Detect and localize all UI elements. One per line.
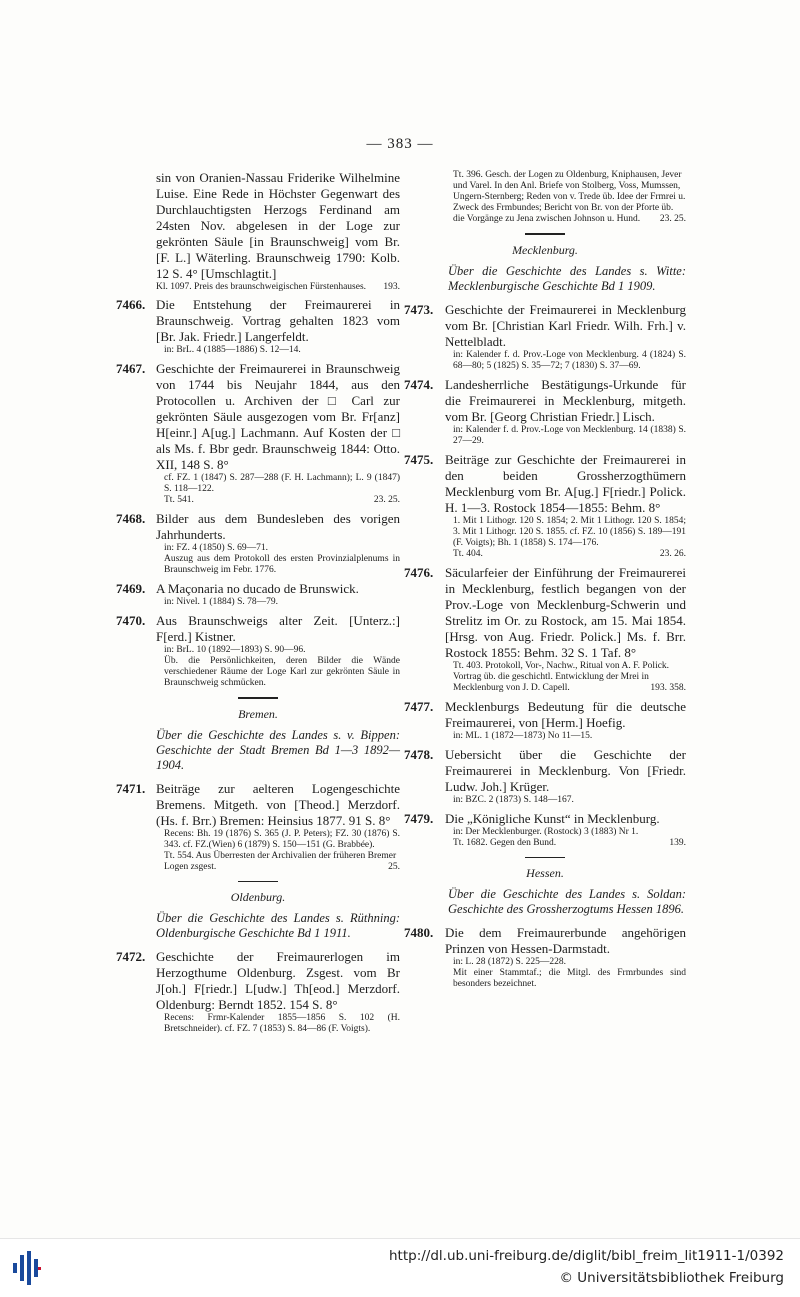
tt-ref: 193. 358.	[650, 682, 686, 693]
entry-note: Üb. die Persönlichkeiten, deren Bilder die Wände verschiedener Räume der Loge Karl zur gekrönten Säule in Braunschweig schmücken.	[164, 656, 400, 688]
entry-number: 7470.	[116, 613, 146, 628]
entry-text: Die „Königliche Kunst“ in Mecklenburg.	[445, 810, 660, 826]
entry-tt	[156, 851, 400, 873]
entry-number: 7473.	[404, 301, 434, 317]
entry-note: in: Kalender f. d. Prov.-Loge von Mecklenburg. 4 (1824) S. 68—80; 5 (1825) S. 35—72; 7 (1830) S. 37—69.	[453, 349, 686, 371]
right-column	[404, 170, 686, 995]
entry-number: 7475.	[404, 451, 434, 467]
entry-text: Uebersicht über die Geschichte der Freimaurerei in Mecklenburg. Von [Friedr. Ludw. Joh.] Krüger.	[445, 746, 686, 794]
tt-text: Tt. 554. Aus Überresten der Archivalien der früheren Bremer Logen zsgest.	[164, 850, 397, 872]
entry-7479	[404, 811, 686, 849]
entry-note: 1. Mit 1 Lithogr. 120 S. 1854; 2. Mit 1 Lithogr. 120 S. 1854; 3. Mit 1 Lithogr. 120 S. 1855. cf. FZ. 10 (1856) S. 189—191 (F. Voigts); Bh. 1 (1858) S. 174—176.	[453, 515, 686, 548]
entry-tt	[445, 549, 686, 560]
entry-text: Säcularfeier der Einführung der Freimaurerei in Mecklenburg, festlich begangen von der Prov.-Loge von Mecklenburg-Schwerin und Strelitz im Or. zu Rostock, am 15. Mai 1854. [Hrsg. von Aug. Friedr. Polick.] Ms. f. Brr. Rostock 1855: Behm. 32 S. 1 Taf. 8°	[445, 564, 686, 660]
section-heading-mecklenburg: Mecklenburg.	[512, 242, 578, 257]
entry-note: in: BZC. 2 (1873) S. 148—167.	[453, 794, 574, 805]
page-number: — 383 —	[366, 136, 434, 152]
entry-number: 7471.	[116, 780, 146, 796]
entry-note: Recens: Bh. 19 (1876) S. 365 (J. P. Peters); FZ. 30 (1876) S. 343. cf. FZ.(Wien) 6 (1879) S. 150—151 (G. Brabbée).	[164, 828, 400, 850]
entry-note: cf. FZ. 1 (1847) S. 287—288 (F. H. Lachmann); L. 9 (1847) S. 118—122.	[164, 473, 400, 494]
entry-7469	[116, 581, 400, 608]
entry-7468	[116, 511, 400, 576]
section-divider	[525, 233, 565, 235]
entry-7471	[116, 781, 400, 873]
entry-number: 7474.	[404, 376, 434, 392]
entry-7472	[116, 949, 400, 1035]
entry-7474	[404, 377, 686, 447]
entry-text: Mecklenburgs Bedeutung für die deutsche Freimaurerei, von [Herm.] Hoefig.	[445, 698, 686, 730]
entry-text: sin von Oranien-Nassau Friderike Wilhelmine Luise. Eine Rede in Höchster Gegenwart des Durchlauchtigsten Herzogs Ferdinand am 24sten Nov. abgelesen in der Loge zur gekrönten Säule [in Braunschweig] vom Br. [F. L.] Wäterling. Braunschweig 1790: Kolb. 12 S. 4° [Umschlagtit.]	[156, 170, 400, 281]
section-divider	[238, 881, 278, 883]
entry-7476	[404, 565, 686, 694]
entry-number: 7467.	[116, 361, 146, 376]
copyright-notice: © Universitätsbibliothek Freiburg	[559, 1270, 784, 1286]
entry-note	[156, 282, 400, 293]
tt-text: Tt. 403. Protokoll, Vor-, Nachw., Ritual von A. F. Polick. Vortrag üb. die geschichtl. Entwicklung der Mrei in Mecklenburg von J. D. Capell.	[453, 660, 670, 693]
tt-text: Tt. 541.	[164, 495, 194, 505]
tt-text: Tt. 404.	[453, 548, 483, 559]
entry-text: Die dem Freimaurerbunde angehörigen Prinzen von Hessen-Darmstadt.	[445, 925, 686, 956]
section-divider	[238, 697, 278, 699]
entry-7467	[116, 361, 400, 506]
entry-number: 7478.	[404, 746, 434, 762]
entry-text: Die Entstehung der Freimaurerei in Braunschweig. Vortrag gehalten 1823 vom [Br. Jak. Friedr.] Langerfeldt.	[156, 297, 400, 344]
entry-7466	[116, 297, 400, 356]
entry-note: in: BrL. 4 (1885—1886) S. 12—14.	[164, 345, 301, 355]
entry-tt	[445, 661, 686, 694]
entry-text: Geschichte der Freimaurerlogen im Herzogthume Oldenburg. Zsgest. vom Br J[oh.] F[riedr.] L[udw.] Th[eod.] Merzdorf. Oldenburg: Berndt 1852. 154 S. 8°	[156, 949, 400, 1012]
entry-text: Beiträge zur aelteren Logengeschichte Bremens. Mitgeth. von [Theod.] Merzdorf. (Hs. f. Brr.) Bremen: Heinsius 1877. 91 S. 8°	[156, 780, 400, 828]
entry-7480	[404, 925, 686, 990]
entry-tt	[156, 495, 400, 506]
entry-note: Auszug aus dem Protokoll des ersten Provinzialplenums in Braunschweig im Febr. 1776.	[164, 554, 400, 575]
entry-7473	[404, 302, 686, 372]
entry-tt	[445, 170, 686, 225]
section-heading-hessen: Hessen.	[526, 866, 564, 880]
viewer-footer	[0, 1238, 800, 1297]
entry-number: 7469.	[116, 581, 146, 596]
entry-number: 7468.	[116, 511, 146, 526]
entry-7477	[404, 699, 686, 742]
tt-ref: 139.	[669, 837, 686, 848]
entry-text: Beiträge zur Geschichte der Freimaurerei in den beiden Grossherzogthümern Mecklenburg vom Br. A[ug.] F[riedr.] Polick. H. 1—3. Rostock 1854—1855: Behm. 8°	[445, 451, 686, 515]
section-note: Über die Geschichte des Landes s. v. Bippen: Geschichte der Stadt Bremen Bd 1—3 1892—1904.	[156, 727, 400, 772]
entry-tt	[445, 838, 686, 849]
entry-text: Aus Braunschweigs alter Zeit. [Unterz.:] F[erd.] Kistner.	[156, 613, 400, 644]
section-divider	[525, 857, 565, 859]
continued-entry	[404, 170, 686, 225]
tt-ref: 25.	[388, 861, 400, 872]
tt-ref: 23. 26.	[659, 548, 686, 559]
entry-number: 7472.	[116, 949, 146, 964]
entry-text: Geschichte der Freimaurerei in Mecklenburg vom Br. [Christian Karl Friedr. Wilh. Frh.] v. Nettelbladt.	[445, 301, 686, 349]
tt-ref: 23. 25.	[659, 214, 686, 224]
note-text: Kl. 1097. Preis des braunschweigischen Fürstenhauses.	[156, 282, 367, 292]
entry-note: in: Kalender f. d. Prov.-Loge von Mecklenburg. 14 (1838) S. 27—29.	[453, 424, 686, 446]
entry-7475	[404, 452, 686, 560]
entry-number: 7477.	[404, 698, 434, 714]
entry-text: A Maçonaria no ducado de Brunswick.	[156, 581, 359, 596]
entry-note: Mit einer Stammtaf.; die Mitgl. des Frmrbundes sind besonders bezeichnet.	[453, 968, 686, 989]
entry-note: Recens: Frmr-Kalender 1855—1856 S. 102 (H. Bretschneider). cf. FZ. 7 (1853) S. 84—86 (F. Voigts).	[164, 1013, 400, 1034]
note-ref: 193.	[383, 282, 400, 292]
section-note: Über die Geschichte des Landes s. Soldan: Geschichte des Grossherzogtums Hessen 1896.	[448, 887, 686, 916]
entry-number: 7466.	[116, 297, 146, 312]
entry-number: 7476.	[404, 564, 434, 580]
entry-7470	[116, 613, 400, 689]
entry-note: in: L. 28 (1872) S. 225—228.	[453, 957, 566, 967]
entry-note: in: Der Mecklenburger. (Rostock) 3 (1883) Nr 1.	[453, 826, 639, 837]
section-note: Über die Geschichte des Landes s. Rüthning: Oldenburgische Geschichte Bd 1 1911.	[156, 911, 400, 940]
permalink-url[interactable]: http://dl.ub.uni-freiburg.de/diglit/bibl_freim_lit1911-1/0392	[388, 1248, 784, 1264]
ub-freiburg-logo-icon	[12, 1249, 42, 1287]
left-column	[116, 170, 400, 1040]
entry-text: Landesherrliche Bestätigungs-Urkunde für die Freimaurerei in Mecklenburg, mitgeth. vom Br. [Georg Christian Friedr.] Lisch.	[445, 376, 686, 424]
entry-7478	[404, 747, 686, 806]
section-heading-oldenburg: Oldenburg.	[230, 890, 286, 904]
entry-note: in: BrL. 10 (1892—1893) S. 90—96.	[164, 645, 306, 655]
entry-number: 7479.	[404, 810, 434, 826]
section-heading-bremen: Bremen.	[238, 706, 278, 721]
continued-entry	[116, 170, 400, 293]
tt-ref: 23. 25.	[373, 495, 400, 505]
entry-text: Geschichte der Freimaurerei in Braunschweig von 1744 bis Neujahr 1844, aus den Protocollen u. Archiven der □ Carl zur gekrönten Säule ausgezogen vom Br. Fr[anz] H[einr.] A[ug.] Lachmann. Auf Kosten der □ als Ms. f. Bbr gedr. Braunschweig 1844: Otto. XII, 148 S. 8°	[156, 361, 400, 472]
entry-number: 7480.	[404, 925, 434, 940]
entry-note: in: Nivel. 1 (1884) S. 78—79.	[164, 597, 278, 607]
entry-text: Bilder aus dem Bundesleben des vorigen Jahrhunderts.	[156, 511, 400, 542]
tt-text: Tt. 396. Gesch. der Logen zu Oldenburg, Kniphausen, Jever und Varel. In den Anl. Briefe von Stolberg, Voss, Mumssen, Ungern-Sternberg; Reden von v. Trede üb. Idee der Frmrei u. Zweck des Frmbundes; Bericht von Br. von der Pforte üb. die Vorgänge zu Jena zwischen Johnson u. Hund.	[453, 170, 686, 224]
entry-note: in: ML. 1 (1872—1873) No 11—15.	[453, 730, 593, 741]
entry-note: in: FZ. 4 (1850) S. 69—71.	[164, 543, 268, 553]
tt-text: Tt. 1682. Gegen den Bund.	[453, 837, 557, 848]
section-note: Über die Geschichte des Landes s. Witte: Mecklenburgische Geschichte Bd 1 1909.	[448, 263, 686, 293]
